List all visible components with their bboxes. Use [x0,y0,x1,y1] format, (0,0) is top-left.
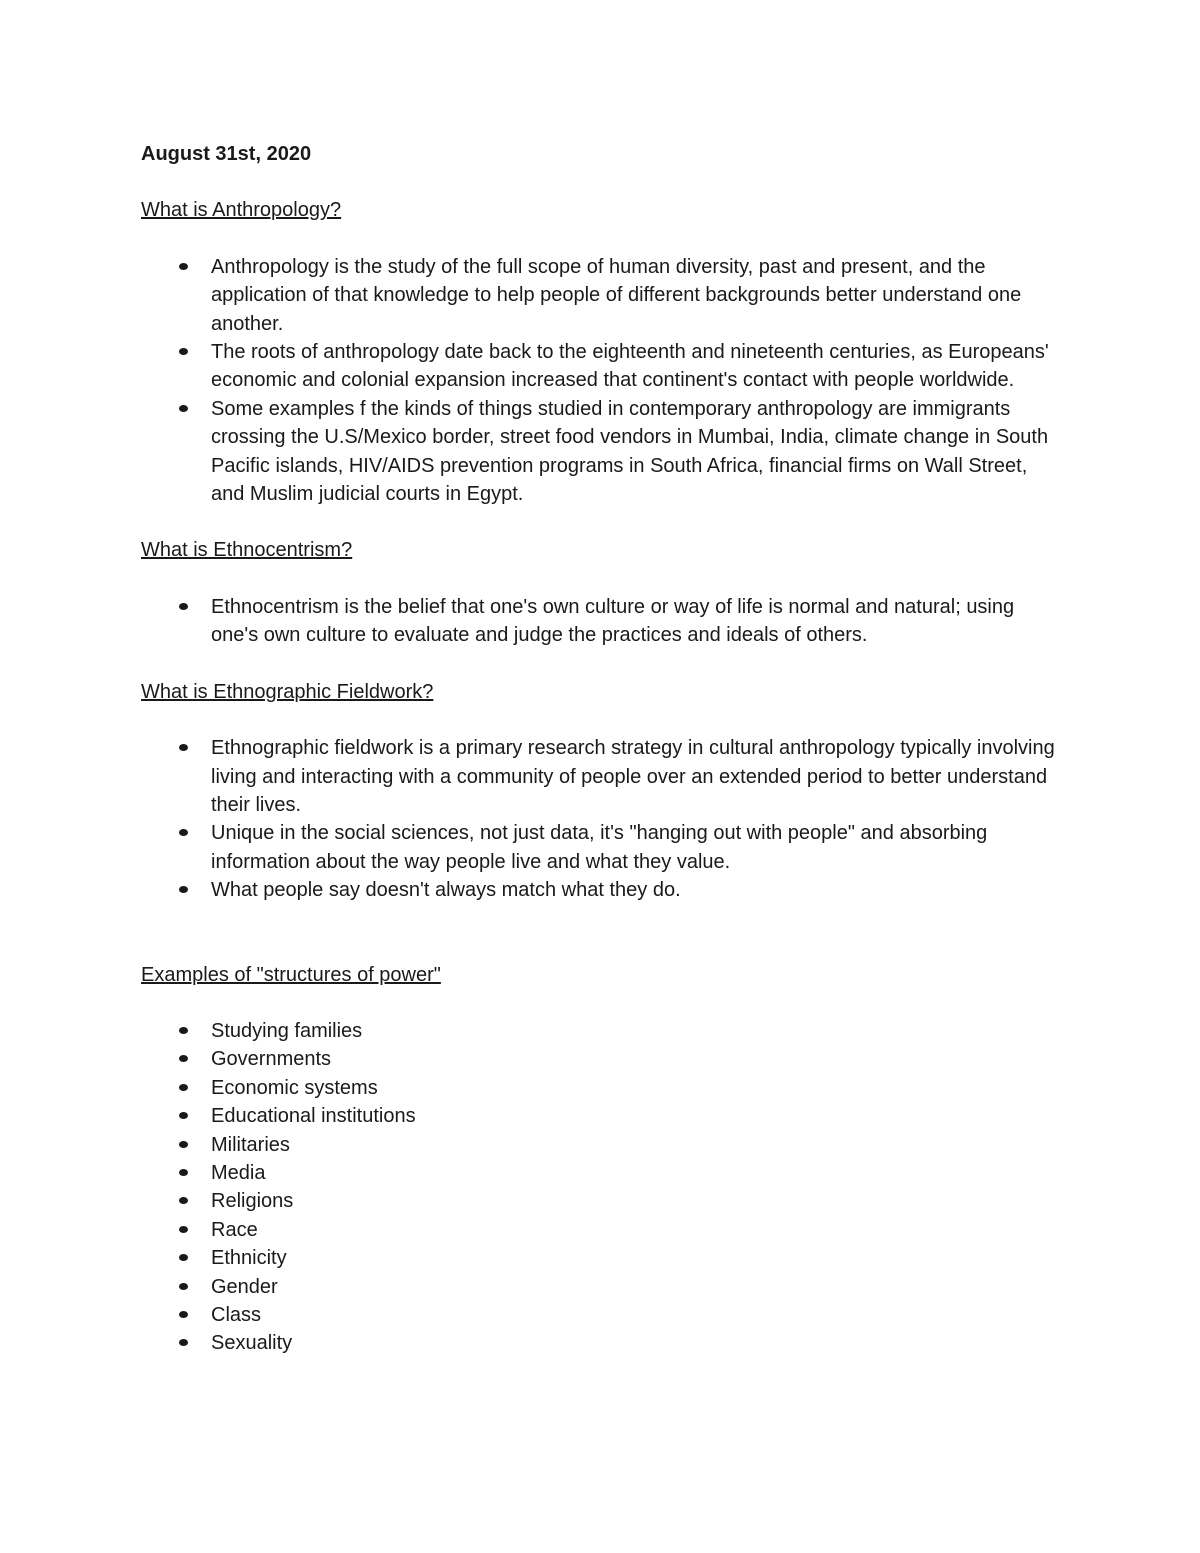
list-item: Militaries [141,1131,1061,1159]
section-heading-anthropology: What is Anthropology? [141,199,342,222]
bullet-icon [179,829,188,836]
bullet-icon [179,263,188,270]
list-item: Media [141,1159,1061,1187]
list-item: Ethnicity [141,1244,1061,1272]
list-item: Class [141,1301,1061,1329]
bullet-icon [179,1197,188,1204]
bullet-list-ethnocentrism [141,593,1061,650]
list-item: What people say doesn't always match what they do. [141,876,1061,904]
list-item: Ethnographic fieldwork is a primary research strategy in cultural anthropology typically involving living and interacting with a community of people over an extended period to better understand their lives. [141,734,1061,819]
bullet-list-fieldwork [141,734,1061,904]
list-item: Economic systems [141,1074,1061,1102]
bullet-icon [179,405,188,412]
list-item: Gender [141,1273,1061,1301]
list-item: Governments [141,1045,1061,1073]
list-item: Anthropology is the study of the full scope of human diversity, past and present, and the application of that knowledge to help people of different backgrounds better understand one another. [141,253,1061,338]
bullet-icon [179,1339,188,1346]
list-item: The roots of anthropology date back to the eighteenth and nineteenth centuries, as Europeans' economic and colonial expansion increased that continent's contact with people worldwide. [141,338,1061,395]
bullet-icon [179,1311,188,1318]
bullet-icon [179,1084,188,1091]
bullet-icon [179,1112,188,1119]
list-item: Ethnocentrism is the belief that one's own culture or way of life is normal and natural; using one's own culture to evaluate and judge the practices and ideals of others. [141,593,1061,650]
list-item: Educational institutions [141,1102,1061,1130]
list-item: Studying families [141,1017,1061,1045]
bullet-list-structures-of-power [141,1017,1061,1358]
list-item: Religions [141,1187,1061,1215]
document-page [141,140,1061,1358]
section-heading-ethnocentrism: What is Ethnocentrism? [141,539,353,562]
bullet-icon [179,1254,188,1261]
section-heading-structures-of-power: Examples of "structures of power" [141,963,441,986]
bullet-icon [179,1283,188,1290]
bullet-icon [179,1027,188,1034]
bullet-icon [179,348,188,355]
bullet-icon [179,1055,188,1062]
bullet-icon [179,1141,188,1148]
bullet-icon [179,886,188,893]
bullet-list-anthropology [141,253,1061,509]
section-heading-fieldwork: What is Ethnographic Fieldwork? [141,680,434,703]
bullet-icon [179,603,188,610]
bullet-icon [179,744,188,751]
bullet-icon [179,1226,188,1233]
list-item: Sexuality [141,1329,1061,1357]
bullet-icon [179,1169,188,1176]
list-item: Unique in the social sciences, not just data, it's "hanging out with people" and absorbing information about the way people live and what they value. [141,819,1061,876]
list-item: Some examples f the kinds of things studied in contemporary anthropology are immigrants crossing the U.S/Mexico border, street food vendors in Mumbai, India, climate change in South Pacific islands, HIV/AIDS prevention programs in South Africa, financial firms on Wall Street, and Muslim judicial courts in Egypt. [141,395,1061,509]
list-item: Race [141,1216,1061,1244]
document-date: August 31st, 2020 [141,143,312,165]
